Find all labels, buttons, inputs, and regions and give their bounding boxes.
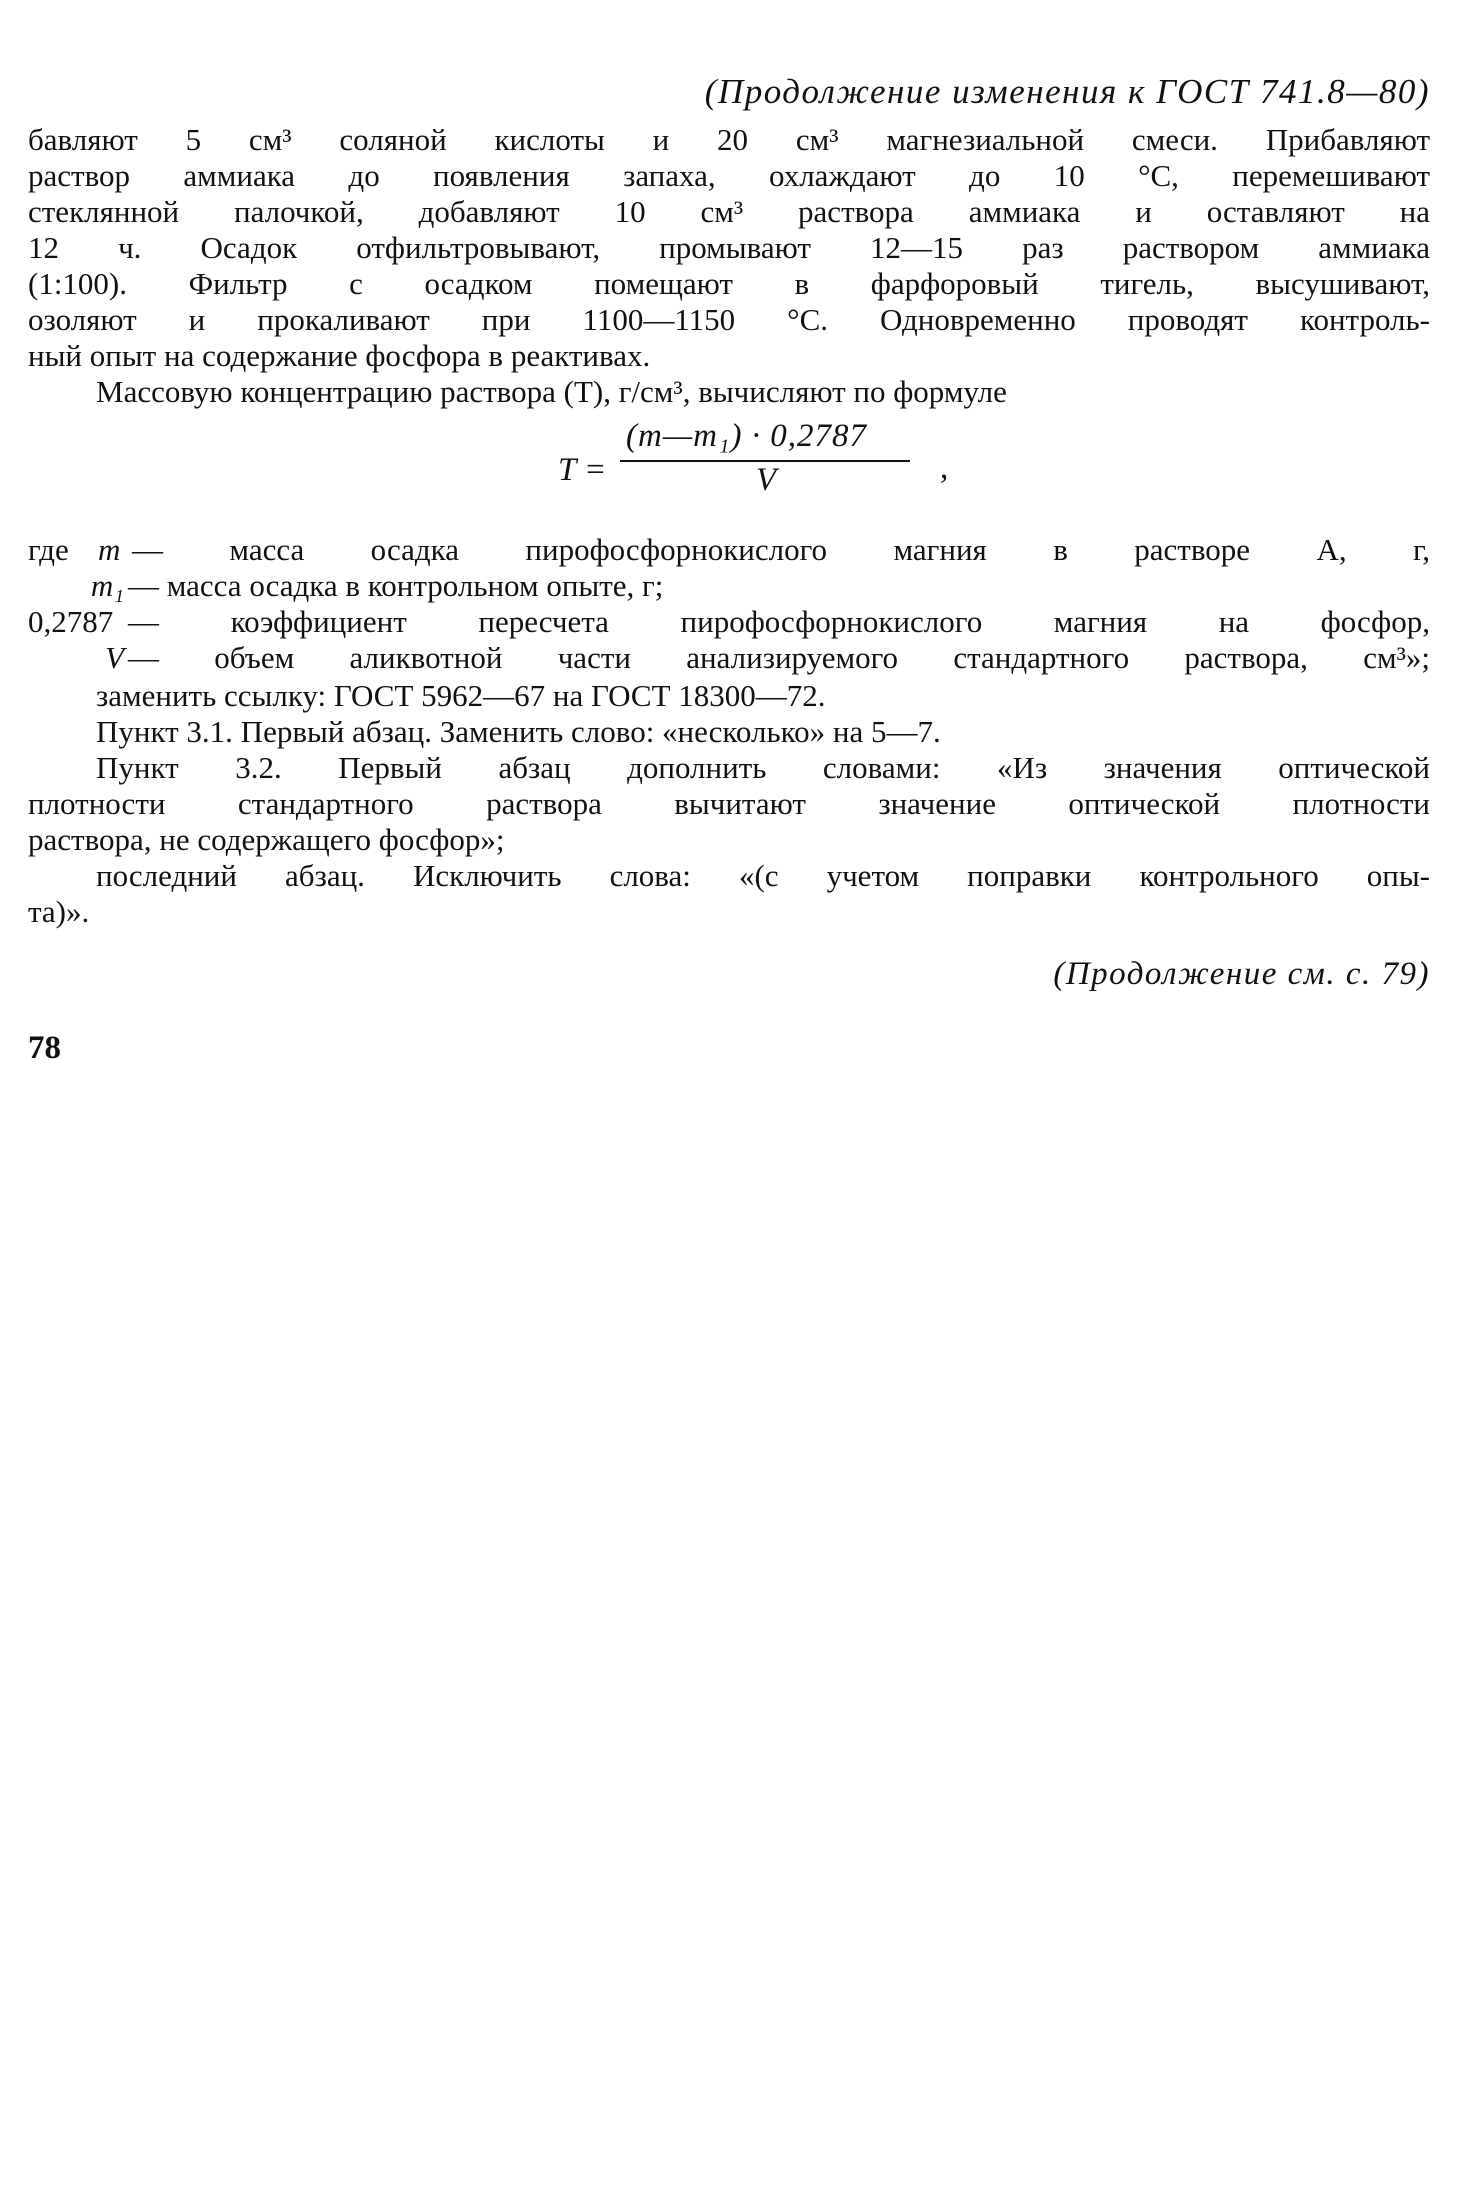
definition-symbol: V	[105, 640, 124, 675]
text-line: раствор аммиака до появления запаха, охлаждают до 10 °С, перемешивают	[28, 158, 1430, 193]
formula-comma: ,	[940, 450, 949, 486]
definition-row	[28, 640, 1430, 676]
text-line: та)».	[28, 894, 90, 929]
definition-text: — объем аликвотной части анализируемого стандартного раствора, см³»;	[128, 640, 1430, 675]
text-line: плотности стандартного раствора вычитают значение оптической плотности	[28, 786, 1430, 821]
amendment-lines	[28, 678, 1430, 750]
continuation-header: (Продолжение изменения к ГОСТ 741.8—80)	[704, 72, 1430, 111]
definition-text: — масса осадка в контрольном опыте, г;	[128, 568, 664, 603]
text-line: Пункт 3.2. Первый абзац дополнить словами: «Из значения оптической	[96, 750, 1430, 785]
text-line: 12 ч. Осадок отфильтровывают, промывают 12—15 раз раствором аммиака	[28, 230, 1430, 265]
definition-symbol: m₁	[90, 568, 124, 603]
text-line: (1:100). Фильтр с осадком помещают в фарфоровый тигель, высушивают,	[28, 266, 1430, 301]
paragraph-method	[28, 122, 1430, 374]
text-line: озоляют и прокаливают при 1100—1150 °С. Одновременно проводят контроль-	[28, 302, 1430, 337]
page-number: 78	[28, 1030, 61, 1066]
where-lead: где	[28, 532, 69, 567]
definition-text: — масса осадка пирофосфорнокислого магния в растворе А, г,	[132, 532, 1430, 567]
text-line: бавляют 5 см³ соляной кислоты и 20 см³ магнезиальной смеси. Прибавляют	[28, 122, 1430, 157]
concentration-formula	[28, 410, 1430, 528]
formula-denominator: V	[756, 462, 777, 498]
definition-row	[28, 604, 1430, 640]
definition-symbol: m	[98, 532, 121, 567]
formula-lhs: T =	[558, 452, 607, 488]
definition-symbol: 0,2787	[28, 604, 114, 639]
document-page	[28, 72, 1430, 994]
continuation-footer: (Продолжение см. с. 79)	[1053, 956, 1430, 992]
text-line: стеклянной палочкой, добавляют 10 см³ раствора аммиака и оставляют на	[28, 194, 1430, 229]
text-line: раствора, не содержащего фосфор»;	[28, 822, 505, 857]
formula-numerator: (m—m₁) · 0,2787	[626, 418, 867, 454]
definition-text: — коэффициент пересчета пирофосфорнокислого магния на фосфор,	[128, 604, 1430, 639]
paragraph-last-abzac	[28, 858, 1430, 930]
text-line: заменить ссылку: ГОСТ 5962—67 на ГОСТ 18300—72.	[96, 678, 826, 713]
definition-row	[28, 532, 1430, 568]
definition-row	[28, 568, 1430, 604]
text-line: последний абзац. Исключить слова: «(с учетом поправки контрольного опы-	[96, 858, 1430, 893]
paragraph-clause-3-2	[28, 750, 1430, 858]
text-line: Пункт 3.1. Первый абзац. Заменить слово: «несколько» на 5—7.	[96, 714, 941, 749]
variable-definitions	[28, 532, 1430, 676]
text-line: ный опыт на содержание фосфора в реактивах.	[28, 338, 651, 373]
formula-intro: Массовую концентрацию раствора (Т), г/см³, вычисляют по формуле	[96, 374, 1007, 409]
